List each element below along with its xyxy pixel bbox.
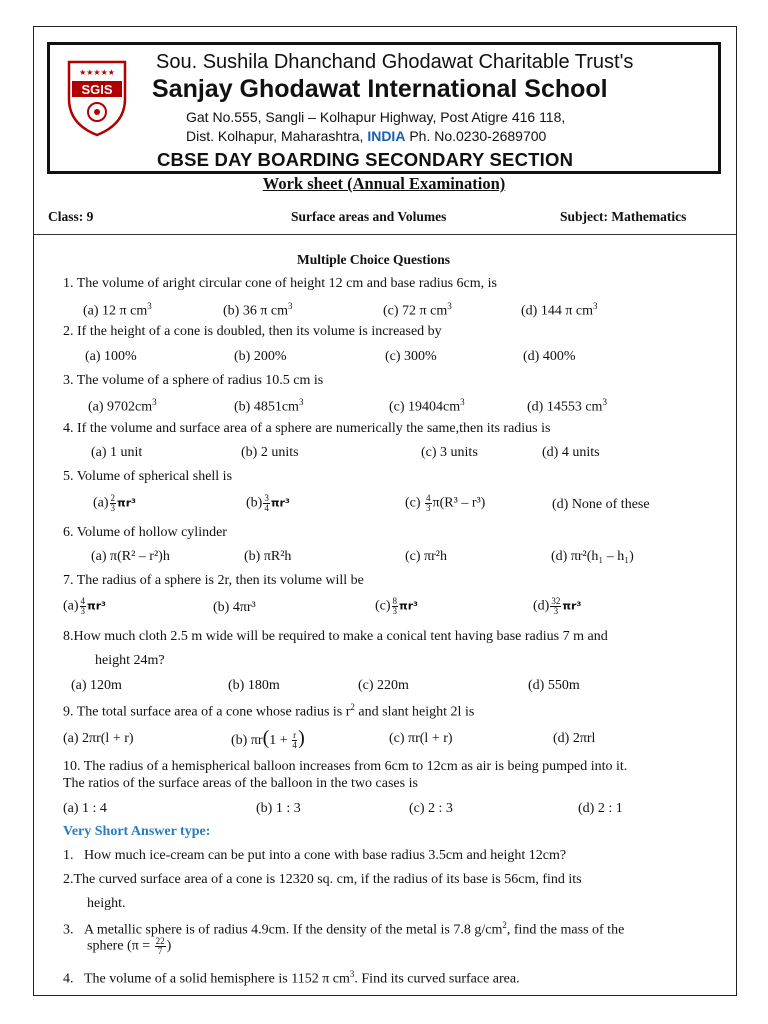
q10-option-a: (a) 1 : 4 (63, 801, 107, 816)
school-logo (66, 59, 128, 137)
q7-option-c: (c) $\frac{8}{3}$ πr³ (375, 596, 418, 616)
q1-option-d: (d) 144 π $cm^3$ (521, 301, 598, 319)
q10-option-d: (d) 2 : 1 (578, 801, 623, 816)
q1-option-a: (a) 12 π $cm^3$ (83, 301, 152, 319)
divider (33, 234, 737, 235)
question-10-cont: The ratios of the surface areas of the balloon in the two cases is (63, 776, 418, 791)
q3-option-a: (a) $9702cm^3$ (88, 397, 157, 415)
q3-option-c: (c) $19404cm^3$ (389, 397, 465, 415)
q5-option-c: (c) $\frac{4}{3}$ π(R³ – r³) (405, 493, 486, 513)
q10-option-c: (c) 2 : 3 (409, 801, 453, 816)
question-1: 1. The volume of aright circular cone of height 12 cm and base radius 6cm, is (63, 276, 497, 291)
q9-option-c: (c) πr(l + r) (389, 731, 453, 746)
vsa-heading: Very Short Answer type: (63, 824, 211, 839)
q1-option-c: (c) 72 π $cm^3$ (383, 301, 452, 319)
q10-option-b: (b) 1 : 3 (256, 801, 301, 816)
q8-option-a: (a) 120m (71, 678, 122, 693)
question-8-cont: height 24m? (95, 653, 165, 668)
vsa-2-cont: height. (87, 896, 126, 911)
question-7: 7. The radius of a sphere is 2r, then its volume will be (63, 573, 364, 588)
question-6: 6. Volume of hollow cylinder (63, 525, 227, 540)
vsa-3: 3. A metallic sphere is of radius 4.9cm. If the density of the metal is 7.8 $g/cm^2$, find the mass of the (63, 920, 625, 938)
address-line-1: Gat No.555, Sangli – Kolhapur Highway, Post Atigre 416 118, (186, 109, 566, 125)
q4-option-b: (b) 2 units (241, 445, 299, 460)
q2-option-a: (a) 100% (85, 349, 137, 364)
q6-option-b: (b) πR²h (244, 549, 292, 564)
q4-option-d: (d) 4 units (542, 445, 600, 460)
q6-option-d: (d) πr²(h₁ – h₁) (551, 549, 634, 564)
question-9: 9. The total surface area of a cone whose radius is $r^2$ and slant height 2l is (63, 702, 475, 720)
q2-option-b: (b) 200% (234, 349, 287, 364)
school-name: Sanjay Ghodawat International School (152, 75, 608, 103)
topic-label: Surface areas and Volumes (291, 209, 447, 224)
section-name: CBSE DAY BOARDING SECONDARY SECTION (157, 149, 574, 170)
address-line-2: Dist. Kolhapur, Maharashtra, INDIA Ph. No.0230-2689700 (186, 128, 547, 144)
question-5: 5. Volume of spherical shell is (63, 469, 233, 484)
vsa-2: 2.The curved surface area of a cone is 12320 sq. cm, if the radius of its base is 56cm, find its (63, 872, 582, 887)
q8-option-d: (d) 550m (528, 678, 580, 693)
mcq-heading: Multiple Choice Questions (297, 252, 451, 267)
q4-option-c: (c) 3 units (421, 445, 478, 460)
q5-option-b: (b) $\frac{3}{4}$ πr³ (246, 493, 290, 513)
class-label: Class: 9 (48, 209, 94, 224)
q7-option-a: (a) $\frac{4}{3}$ πr³ (63, 596, 106, 616)
vsa-4: 4. The volume of a solid hemisphere is 1152 π $cm^3$. Find its curved surface area. (63, 969, 520, 987)
vsa-3-cont: sphere (π = $\frac{22}{7}$ ) (87, 936, 172, 956)
question-8: 8.How much cloth 2.5 m wide will be required to make a conical tent having base radius 7 m and (63, 629, 608, 644)
q8-option-c: (c) 220m (358, 678, 409, 693)
question-2: 2. If the height of a cone is doubled, then its volume is increased by (63, 324, 442, 339)
q9-option-b: (b) πr(1 + $\frac{r}{4}$ ) (231, 727, 305, 751)
q1-option-b: (b) 36 π $cm^3$ (223, 301, 293, 319)
q2-option-c: (c) 300% (385, 349, 437, 364)
logo-text: SGIS (81, 82, 113, 97)
trust-name: Sou. Sushila Dhanchand Ghodawat Charitable Trust's (156, 51, 634, 73)
q7-option-d: (d) $\frac{32}{3}$ πr³ (533, 596, 582, 616)
q8-option-b: (b) 180m (228, 678, 280, 693)
q6-option-a: (a) π(R² – r²)h (91, 549, 170, 564)
subject-label: Subject: Mathematics (560, 209, 687, 224)
question-4: 4. If the volume and surface area of a sphere are numerically the same,then its radius is (63, 421, 551, 436)
q6-option-c: (c) πr²h (405, 549, 447, 564)
svg-text:★★★★★: ★★★★★ (79, 68, 115, 77)
question-10: 10. The radius of a hemispherical balloon increases from 6cm to 12cm as air is being pumped into it. (63, 759, 628, 774)
worksheet-title: Work sheet (Annual Examination) (262, 174, 506, 193)
q5-option-d: (d) None of these (552, 497, 650, 512)
q3-option-d: (d) 14553 $cm^3$ (527, 397, 607, 415)
question-3: 3. The volume of a sphere of radius 10.5 cm is (63, 373, 324, 388)
q2-option-d: (d) 400% (523, 349, 576, 364)
q4-option-a: (a) 1 unit (91, 445, 143, 460)
vsa-1: 1. How much ice-cream can be put into a cone with base radius 3.5cm and height 12cm? (63, 848, 567, 863)
q7-option-b: (b) 4πr³ (213, 600, 256, 615)
q9-option-a: (a) 2πr(l + r) (63, 731, 134, 746)
q5-option-a: (a) $\frac{2}{3}$ πr³ (93, 493, 136, 513)
q9-option-d: (d) 2πrl (553, 731, 596, 746)
q3-option-b: (b) $4851cm^3$ (234, 397, 304, 415)
school-header (47, 42, 721, 174)
